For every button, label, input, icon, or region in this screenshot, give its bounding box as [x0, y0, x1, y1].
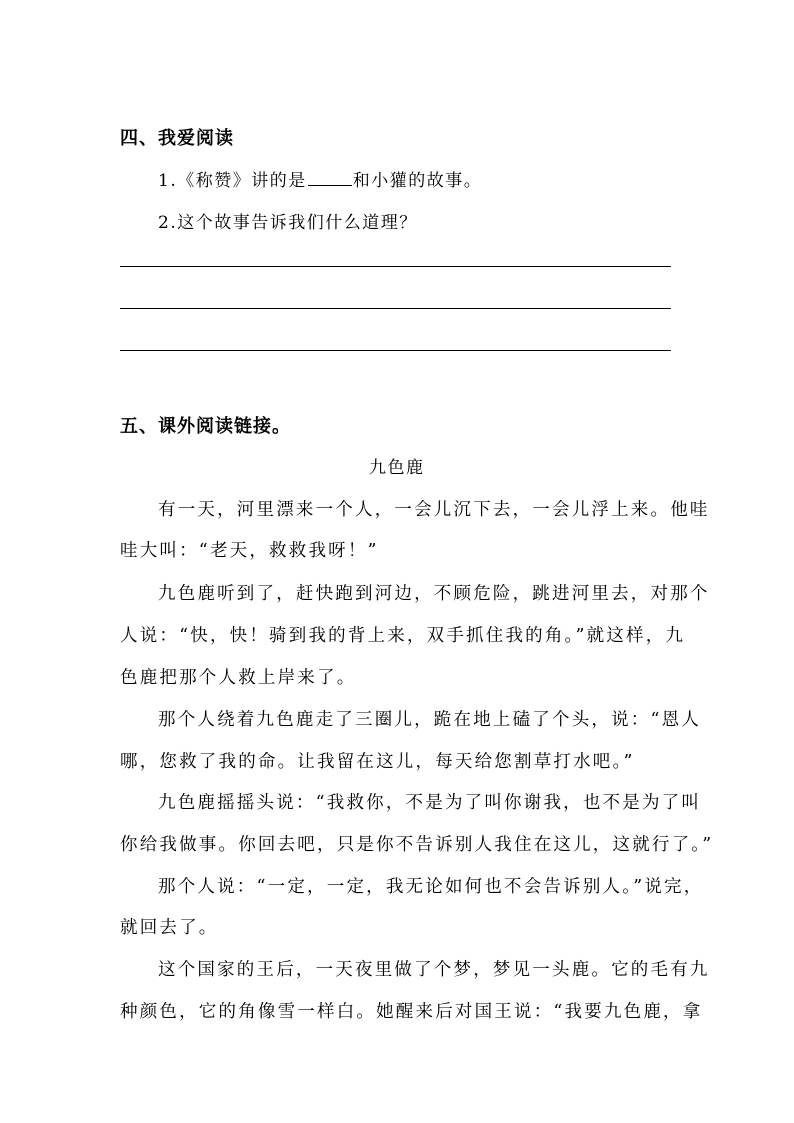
- section-4-heading: 四、我爱阅读: [120, 128, 234, 149]
- section-5-heading: 五、课外阅读链接。: [120, 416, 291, 437]
- question-2: 2.这个故事告诉我们什么道理？: [158, 213, 418, 233]
- question-1-text-after: 和小獾的故事。: [352, 171, 483, 191]
- answer-line[interactable]: [120, 308, 671, 309]
- story-line: 有一天，河里漂来一个人，一会儿沉下去，一会儿浮上来。他哇: [158, 500, 710, 520]
- question-1: [158, 166, 482, 191]
- story-line: 那个人说：“一定，一定，我无论如何也不会告诉别人。”说完，: [158, 877, 704, 897]
- story-line: 这个国家的王后，一天夜里做了个梦，梦见一头鹿。它的毛有九: [158, 960, 710, 980]
- story-line: 九色鹿摇摇头说：“我救你，不是为了叫你谢我，也不是为了叫: [158, 793, 702, 813]
- story-line: 你给我做事。你回去吧，只是你不告诉别人我住在这儿，这就行了。”: [120, 835, 714, 855]
- story-line: 种颜色，它的角像雪一样白。她醒来后对国王说：“我要九色鹿，拿: [120, 1002, 703, 1022]
- question-1-text-before: 1.《称赞》讲的是: [158, 171, 307, 191]
- story-line: 那个人绕着九色鹿走了三圈儿，跪在地上磕了个头，说：“恩人: [158, 710, 702, 730]
- story-line: 就回去了。: [120, 918, 219, 938]
- story-title: 九色鹿: [369, 458, 425, 478]
- answer-line[interactable]: [120, 266, 671, 267]
- question-1-blank[interactable]: [308, 171, 352, 186]
- story-line: 人说：“快，快！骑到我的背上来，双手抓住我的角。”就这样，九: [120, 626, 686, 646]
- story-line: 哇大叫：“老天，救救我呀！”: [120, 541, 379, 561]
- answer-line[interactable]: [120, 350, 671, 351]
- story-line: 九色鹿听到了，赶快跑到河边，不顾危险，跳进河里去，对那个: [158, 584, 710, 604]
- story-line: 哪，您救了我的命。让我留在这儿，每天给您割草打水吧。”: [120, 752, 635, 772]
- story-line: 色鹿把那个人救上岸来了。: [120, 668, 357, 688]
